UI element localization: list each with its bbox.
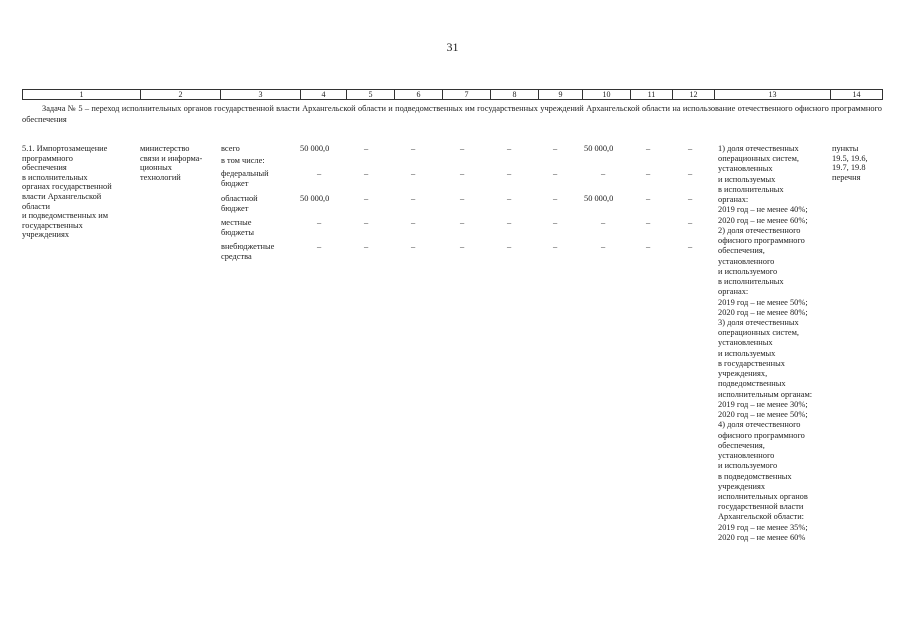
column-number: 4 bbox=[301, 90, 347, 100]
responsible-executor: министерство связи и информа- ционных технологий bbox=[140, 144, 203, 182]
dash: – bbox=[460, 144, 465, 153]
dash: – bbox=[364, 194, 369, 203]
column-number: 5 bbox=[347, 90, 395, 100]
dash: – bbox=[411, 144, 416, 153]
source-extrabudget: внебюджетные средства bbox=[221, 242, 275, 261]
column-number: 8 bbox=[491, 90, 539, 100]
dash: – bbox=[688, 144, 693, 153]
dash: – bbox=[646, 144, 651, 153]
dash: – bbox=[553, 218, 558, 227]
dash: – bbox=[364, 242, 369, 251]
dash: – bbox=[646, 242, 651, 251]
source-local: местные бюджеты bbox=[221, 218, 255, 237]
dash: – bbox=[411, 194, 416, 203]
dash: – bbox=[317, 218, 322, 227]
column-number: 14 bbox=[831, 90, 883, 100]
dash: – bbox=[364, 218, 369, 227]
dash: – bbox=[507, 169, 512, 178]
column-number: 7 bbox=[443, 90, 491, 100]
total-col10: 50 000,0 bbox=[584, 144, 614, 153]
dash: – bbox=[364, 169, 369, 178]
list-reference: пункты 19.5, 19.6, 19.7, 19.8 перечня bbox=[832, 144, 868, 182]
column-number: 1 bbox=[23, 90, 141, 100]
column-number: 3 bbox=[221, 90, 301, 100]
source-including: в том числе: bbox=[221, 156, 265, 165]
dash: – bbox=[646, 169, 651, 178]
dash: – bbox=[507, 242, 512, 251]
dash: – bbox=[411, 218, 416, 227]
dash: – bbox=[364, 144, 369, 153]
dash: – bbox=[460, 169, 465, 178]
dash: – bbox=[411, 169, 416, 178]
dash: – bbox=[688, 218, 693, 227]
dash: – bbox=[553, 169, 558, 178]
dash: – bbox=[688, 169, 693, 178]
dash: – bbox=[553, 144, 558, 153]
page-number: 31 bbox=[446, 40, 459, 54]
dash: – bbox=[688, 242, 693, 251]
dash: – bbox=[317, 169, 322, 178]
column-number: 13 bbox=[715, 90, 831, 100]
dash: – bbox=[688, 194, 693, 203]
dash: – bbox=[317, 242, 322, 251]
column-number: 6 bbox=[395, 90, 443, 100]
column-number: 10 bbox=[583, 90, 631, 100]
dash: – bbox=[411, 242, 416, 251]
dash: – bbox=[601, 218, 606, 227]
dash: – bbox=[646, 218, 651, 227]
dash: – bbox=[460, 242, 465, 251]
dash: – bbox=[601, 242, 606, 251]
column-number: 11 bbox=[631, 90, 673, 100]
dash: – bbox=[646, 194, 651, 203]
regional-col10: 50 000,0 bbox=[584, 194, 614, 203]
target-indicators: 1) доля отечественных операционных систем, установленных и используемых в исполнительных органах: 2019 год – не менее 40%; 2020 год – не менее 60%; 2) доля отечественного офисного программного обеспечения, установленного и используемого в исполнительных органах: 2019 год – не менее 50%; 2020 год – не менее 80%; 3) доля отечественных операционных систем, установленных и используемых в государственных учреждениях, подведомственных исполнительным органам: 2019 год – не менее 30%; 2020 год – не менее 50%; 4) доля отечественного офисного программного обеспечения, установленного и используемого в подведомственных учреждениях исполнительных органов государственной власти Архангельской области: 2019 год – не менее 35%; 2020 год – не менее 60% bbox=[718, 144, 813, 542]
dash: – bbox=[553, 194, 558, 203]
source-total: всего bbox=[221, 144, 240, 153]
dash: – bbox=[553, 242, 558, 251]
source-federal: федеральный бюджет bbox=[221, 169, 269, 188]
dash: – bbox=[601, 169, 606, 178]
activity-name: 5.1. Импортозамещение программного обеспечения в исполнительных органах государственной власти Архангельской области и подведомственных им государственных учреждениях bbox=[22, 144, 112, 240]
column-number: 12 bbox=[673, 90, 715, 100]
dash: – bbox=[507, 144, 512, 153]
dash: – bbox=[460, 218, 465, 227]
dash: – bbox=[507, 194, 512, 203]
total-col4: 50 000,0 bbox=[300, 144, 330, 153]
source-regional: областной бюджет bbox=[221, 194, 258, 213]
regional-col4: 50 000,0 bbox=[300, 194, 330, 203]
column-number-header bbox=[22, 89, 883, 100]
task-heading: Задача № 5 – переход исполнительных органов государственной власти Архангельской области и подведомственных им государственных учреждений Архангельской области на использование отечественного офисного программного обеспечения bbox=[22, 104, 882, 124]
dash: – bbox=[460, 194, 465, 203]
column-number: 9 bbox=[539, 90, 583, 100]
column-number: 2 bbox=[141, 90, 221, 100]
dash: – bbox=[507, 218, 512, 227]
